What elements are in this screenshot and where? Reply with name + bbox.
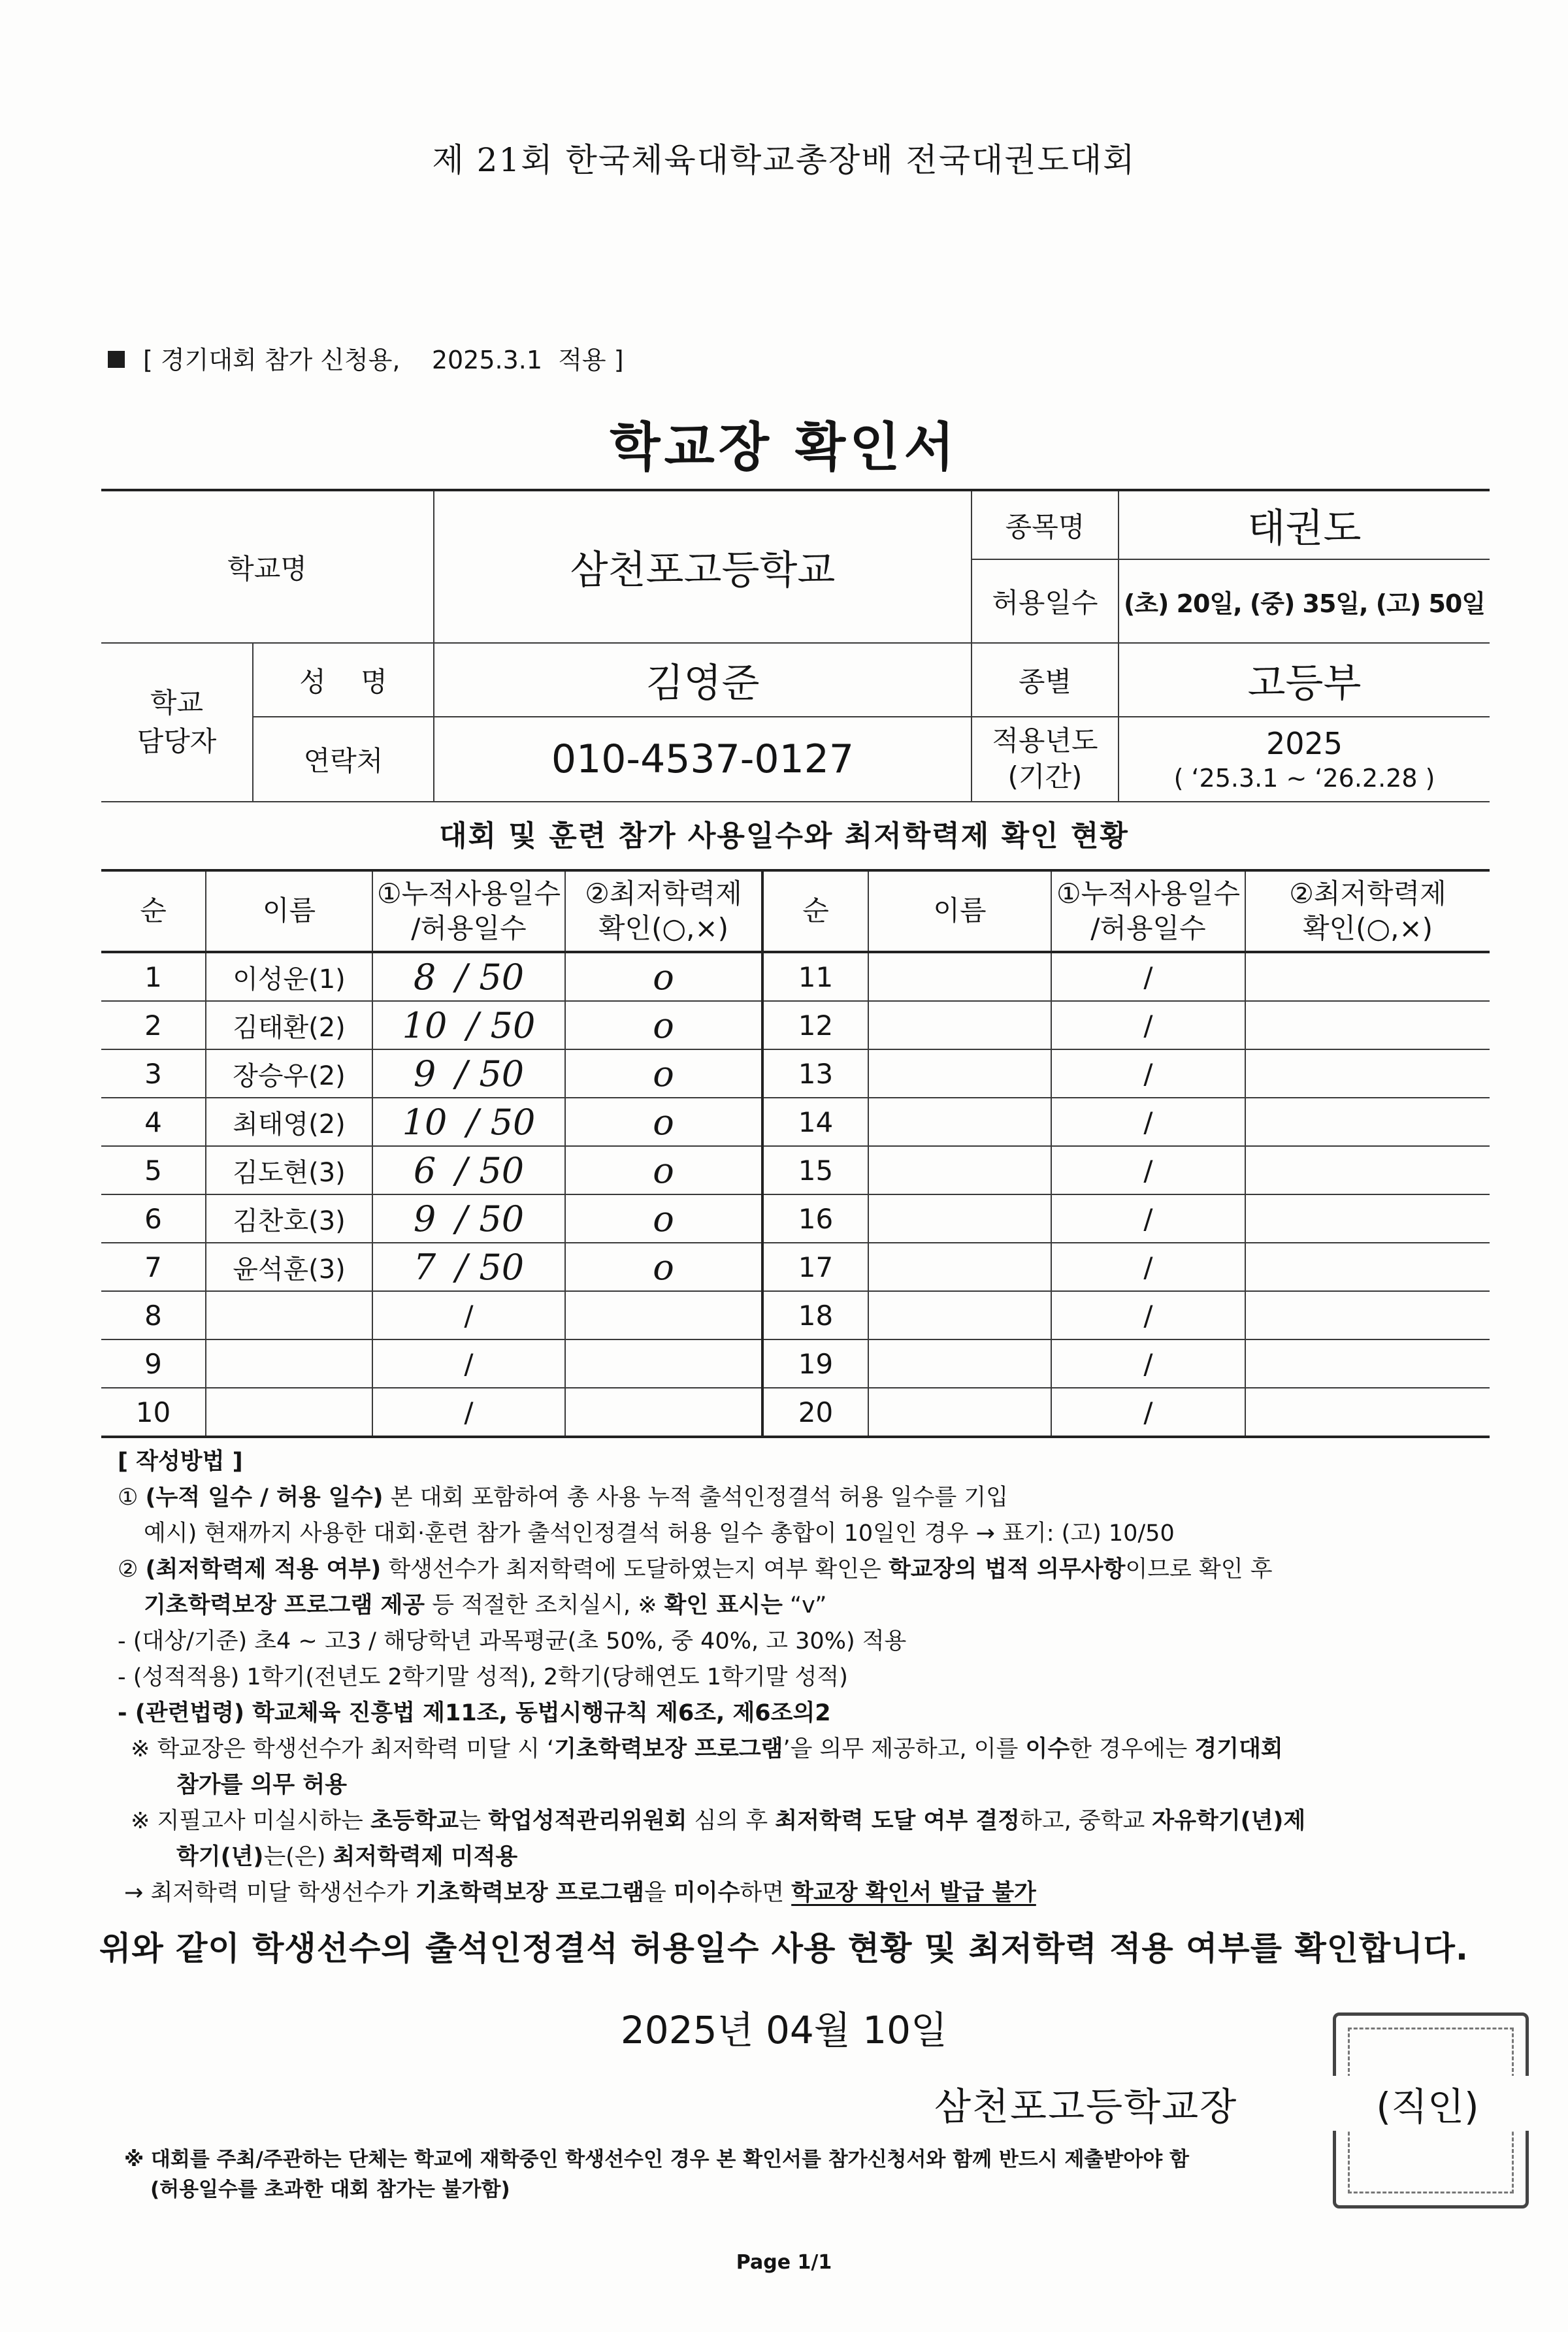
slash: / xyxy=(1143,1106,1153,1138)
division-label: 종별 xyxy=(972,643,1119,717)
col-check-header-right: ②최저학력제 확인(○,×) xyxy=(1245,870,1490,952)
check-cell xyxy=(565,1243,762,1291)
method-line-12-bold: 기초학력보장 프로그램 xyxy=(415,1880,645,1906)
sport-value: 태권도 xyxy=(1119,490,1490,559)
slash: / xyxy=(464,1396,474,1428)
table-row xyxy=(101,1098,1490,1146)
days-cell xyxy=(372,1339,565,1388)
used-days: 8 xyxy=(413,956,436,998)
contact-value: 010-4537-0127 xyxy=(434,717,972,802)
row-no: 16 xyxy=(762,1194,868,1243)
check-cell xyxy=(1245,1146,1490,1194)
slash: / xyxy=(1143,1347,1153,1380)
row-no: 9 xyxy=(101,1339,206,1388)
allowed-days: 50 xyxy=(490,1101,536,1143)
method-line-8-bold: 기초학력보장 프로그램 xyxy=(554,1736,783,1762)
method-line-2: 예시) 현재까지 사용한 대회·훈련 참가 출석인정결석 허용 일수 총합이 10일인 경우 → 표기: (고) 10/50 xyxy=(144,1520,1175,1547)
row-no: 20 xyxy=(762,1388,868,1437)
manager-label: 학교 담당자 xyxy=(101,643,253,802)
check-cell xyxy=(565,1001,762,1049)
method-line-8 xyxy=(118,1732,1490,1767)
days-cell xyxy=(1051,1291,1245,1339)
seal-label: (직인) xyxy=(1326,2076,1529,2131)
days-cell xyxy=(372,1291,565,1339)
row-no: 15 xyxy=(762,1146,868,1194)
row-no: 7 xyxy=(101,1243,206,1291)
method-line-10 xyxy=(118,1803,1490,1839)
check-mark: o xyxy=(653,1246,674,1288)
slash: / xyxy=(455,1246,468,1288)
table-row xyxy=(101,1243,1490,1291)
row-no: 1 xyxy=(101,952,206,1001)
info-table xyxy=(101,489,1490,802)
check-mark: o xyxy=(653,1101,674,1143)
days-cell xyxy=(372,1243,565,1291)
year-label: 적용년도 (기간) xyxy=(972,717,1119,802)
row-no: 4 xyxy=(101,1098,206,1146)
used-days: 10 xyxy=(402,1004,448,1046)
days-cell xyxy=(372,1049,565,1098)
method-line-11-bold2: 최저학력제 미적용 xyxy=(333,1844,518,1870)
row-no: 2 xyxy=(101,1001,206,1049)
allowed-days-label: 허용일수 xyxy=(972,559,1119,643)
method-line-10-b: 는 xyxy=(459,1808,489,1834)
slash: / xyxy=(1143,961,1153,993)
days-cell xyxy=(1051,1243,1245,1291)
table-row xyxy=(101,1339,1490,1388)
issue-date: 2025년 04월 10일 xyxy=(620,2008,948,2052)
check-cell xyxy=(1245,1001,1490,1049)
student-name xyxy=(206,1339,372,1388)
table-row xyxy=(101,1146,1490,1194)
table-row xyxy=(101,1001,1490,1049)
allowed-days: 50 xyxy=(479,1198,525,1240)
check-mark: o xyxy=(653,1053,674,1094)
student-name: 윤석훈(3) xyxy=(206,1243,372,1291)
square-bullet-icon xyxy=(108,351,125,368)
year-period: ( ‘25.3.1 ~ ‘26.2.28 ) xyxy=(1173,764,1435,793)
table-row xyxy=(101,952,1490,1001)
used-days: 9 xyxy=(413,1053,436,1094)
col-days-header-right: ①누적사용일수 /허용일수 xyxy=(1051,870,1245,952)
slash: / xyxy=(455,1053,468,1094)
student-name-empty xyxy=(868,1049,1051,1098)
slash: / xyxy=(1143,1009,1153,1042)
attendance-table xyxy=(101,869,1490,1438)
days-cell xyxy=(1051,1098,1245,1146)
method-line-11-bold: 학기(년) xyxy=(176,1844,264,1870)
check-cell xyxy=(565,1194,762,1243)
table-row xyxy=(101,1049,1490,1098)
slash: / xyxy=(455,956,468,998)
col-name-header-right: 이름 xyxy=(868,870,1051,952)
days-cell xyxy=(1051,952,1245,1001)
check-cell xyxy=(1245,1291,1490,1339)
circled-one: ① xyxy=(118,1485,139,1511)
student-name-empty xyxy=(868,1146,1051,1194)
method-line-3 xyxy=(118,1552,1490,1588)
contact-label: 연락처 xyxy=(253,717,434,802)
check-cell xyxy=(1245,1049,1490,1098)
method-line-3-bold: (최저학력제 적용 여부) xyxy=(145,1556,382,1583)
row-no: 10 xyxy=(101,1388,206,1437)
student-name-empty xyxy=(868,1098,1051,1146)
used-days: 10 xyxy=(402,1101,448,1143)
method-line-10-a: ※ 지필고사 미실시하는 xyxy=(131,1808,370,1834)
student-name-empty xyxy=(868,1194,1051,1243)
status-title: 대회 및 훈련 참가 사용일수와 최저학력제 확인 현황 xyxy=(439,819,1129,853)
method-line-10-bold4: 자유학기(년)제 xyxy=(1152,1808,1306,1834)
circled-two: ② xyxy=(118,1556,139,1583)
check-cell xyxy=(565,1388,762,1437)
allowed-days: 50 xyxy=(479,1053,525,1094)
student-name: 김도현(3) xyxy=(206,1146,372,1194)
method-line-10-bold2: 학업성적관리위원회 xyxy=(488,1808,687,1834)
row-no: 13 xyxy=(762,1049,868,1098)
allowed-days-value: (초) 20일, (중) 35일, (고) 50일 xyxy=(1119,559,1490,643)
check-cell xyxy=(565,1291,762,1339)
row-no: 18 xyxy=(762,1291,868,1339)
method-line-9: 참가를 의무 허용 xyxy=(176,1772,348,1798)
student-name xyxy=(206,1291,372,1339)
student-name-empty xyxy=(868,1001,1051,1049)
days-cell xyxy=(1051,1194,1245,1243)
info-row-manager xyxy=(101,643,1490,717)
check-cell xyxy=(565,1049,762,1098)
method-line-10-d: 하고, 중학교 xyxy=(1019,1808,1152,1834)
method-line-5: - (대상/기준) 초4 ~ 고3 / 해당학년 과목평균(초 50%, 중 40%, 고 30%) 적용 xyxy=(118,1628,907,1654)
allowed-days: 50 xyxy=(490,1004,536,1046)
method-heading: [ 작성방법 ] xyxy=(118,1449,243,1475)
method-line-12-b: 을 xyxy=(644,1880,674,1906)
method-line-8-b: ’을 의무 제공하고, 이를 xyxy=(783,1736,1026,1762)
sport-label: 종목명 xyxy=(972,490,1119,559)
check-cell xyxy=(1245,952,1490,1001)
form-usage-text: [ 경기대회 참가 신청용, 2025.3.1 적용 ] xyxy=(143,346,624,374)
method-line-3-text: 학생선수가 최저학력에 도달하였는지 여부 확인은 xyxy=(381,1556,889,1583)
row-no: 14 xyxy=(762,1098,868,1146)
student-name: 이성운(1) xyxy=(206,952,372,1001)
days-cell xyxy=(1051,1388,1245,1437)
slash: / xyxy=(455,1198,468,1240)
check-mark: o xyxy=(653,1149,674,1191)
row-no: 17 xyxy=(762,1243,868,1291)
method-line-11-text: 는(은) xyxy=(263,1844,333,1870)
method-line-8-bold2: 이수 xyxy=(1025,1736,1070,1762)
footnote xyxy=(124,2144,1496,2205)
slash: / xyxy=(455,1149,468,1191)
method-line-4-bold: 기초학력보장 프로그램 제공 xyxy=(144,1592,425,1618)
allowed-days: 50 xyxy=(479,956,525,998)
row-no: 8 xyxy=(101,1291,206,1339)
table-row xyxy=(101,1194,1490,1243)
slash: / xyxy=(466,1004,479,1046)
method-line-6: - (성적적용) 1학기(전년도 2학기말 성적), 2학기(당해연도 1학기말 성적) xyxy=(118,1664,848,1690)
form-usage-note xyxy=(108,340,624,376)
manager-name-label: 성 명 xyxy=(253,643,434,717)
school-name-label: 학교명 xyxy=(101,490,434,643)
year-value: 2025 xyxy=(1266,726,1343,761)
days-cell xyxy=(372,952,565,1001)
confirmation-statement: 위와 같이 학생선수의 출석인정결석 허용일수 사용 현황 및 최저학력 적용 여부를 확인합니다. xyxy=(99,1930,1469,1967)
student-name: 장승우(2) xyxy=(206,1049,372,1098)
check-cell xyxy=(565,1339,762,1388)
method-line-4-end: “v” xyxy=(782,1592,827,1618)
slash: / xyxy=(1143,1396,1153,1428)
col-check-header: ②최저학력제 확인(○,×) xyxy=(565,870,762,952)
check-cell xyxy=(565,1098,762,1146)
footnote-line-2: (허용일수를 초과한 대회 참가는 불가함) xyxy=(150,2178,510,2201)
days-cell xyxy=(372,1098,565,1146)
slash: / xyxy=(1143,1154,1153,1187)
check-cell xyxy=(1245,1243,1490,1291)
method-line-12-bold2: 미이수 xyxy=(673,1880,740,1906)
row-no: 5 xyxy=(101,1146,206,1194)
issuer-name: 삼천포고등학교장 xyxy=(934,2084,1238,2129)
student-name-empty xyxy=(868,1339,1051,1388)
attendance-body xyxy=(101,952,1490,1437)
row-no: 3 xyxy=(101,1049,206,1098)
attendance-header-row xyxy=(101,870,1490,952)
col-no-header-right: 순 xyxy=(762,870,868,952)
check-cell xyxy=(1245,1194,1490,1243)
method-line-8-a: ※ 학교장은 학생선수가 최저학력 미달 시 ‘ xyxy=(131,1736,555,1762)
check-cell xyxy=(565,1146,762,1194)
method-line-8-c: 한 경우에는 xyxy=(1070,1736,1195,1762)
allowed-days: 50 xyxy=(479,1149,525,1191)
col-name-header: 이름 xyxy=(206,870,372,952)
slash: / xyxy=(1143,1251,1153,1283)
manager-name-value: 김영준 xyxy=(434,643,972,717)
page-number: Page 1/1 xyxy=(736,2251,832,2274)
method-line-12 xyxy=(118,1875,1490,1911)
table-row xyxy=(101,1388,1490,1437)
check-cell xyxy=(1245,1388,1490,1437)
slash: / xyxy=(464,1299,474,1332)
division-value: 고등부 xyxy=(1119,643,1490,717)
slash: / xyxy=(466,1101,479,1143)
method-line-8-bold3: 경기대회 xyxy=(1194,1736,1283,1762)
days-cell xyxy=(1051,1001,1245,1049)
school-name-value: 삼천포고등학교 xyxy=(434,490,972,643)
used-days: 9 xyxy=(413,1198,436,1240)
info-row-sport xyxy=(101,490,1490,559)
method-line-7: - (관련법령) 학교체육 진흥법 제11조, 동법시행규칙 제6조, 제6조의2 xyxy=(118,1700,831,1726)
slash: / xyxy=(1143,1057,1153,1090)
method-line-1-text: 본 대회 포함하여 총 사용 누적 출석인정결석 허용 일수를 기입 xyxy=(383,1485,1009,1511)
method-line-10-bold: 초등학교 xyxy=(370,1808,459,1834)
check-cell xyxy=(565,952,762,1001)
event-title: 제 21회 한국체육대학교총장배 전국대권도대회 xyxy=(432,141,1136,179)
slash: / xyxy=(1143,1202,1153,1235)
days-cell xyxy=(372,1001,565,1049)
student-name: 김찬호(3) xyxy=(206,1194,372,1243)
method-line-4-text: 등 적절한 조치실시, ※ xyxy=(425,1592,664,1618)
year-cell xyxy=(1119,717,1490,802)
days-cell xyxy=(372,1388,565,1437)
method-line-12-c: 하면 xyxy=(740,1880,792,1906)
slash: / xyxy=(1143,1299,1153,1332)
table-row xyxy=(101,1291,1490,1339)
method-line-11 xyxy=(118,1839,1490,1875)
col-days-header: ①누적사용일수 /허용일수 xyxy=(372,870,565,952)
used-days: 6 xyxy=(413,1149,436,1191)
student-name-empty xyxy=(868,1243,1051,1291)
writing-method xyxy=(118,1444,1490,1911)
info-row-contact xyxy=(101,717,1490,802)
method-line-4-bold2: 확인 표시는 xyxy=(664,1592,783,1618)
allowed-days: 50 xyxy=(479,1246,525,1288)
method-line-1-bold: (누적 일수 / 허용 일수) xyxy=(145,1485,384,1511)
student-name-empty xyxy=(868,1291,1051,1339)
row-no: 6 xyxy=(101,1194,206,1243)
check-mark: o xyxy=(653,956,674,998)
student-name-empty xyxy=(868,1388,1051,1437)
row-no: 12 xyxy=(762,1001,868,1049)
check-cell xyxy=(1245,1339,1490,1388)
days-cell xyxy=(1051,1339,1245,1388)
method-line-3-bold2: 학교장의 법적 의무사항 xyxy=(888,1556,1126,1583)
method-line-3-end: 이므로 확인 후 xyxy=(1125,1556,1273,1583)
student-name xyxy=(206,1388,372,1437)
method-line-1 xyxy=(118,1480,1490,1516)
method-line-10-bold3: 최저학력 도달 여부 결정 xyxy=(775,1808,1020,1834)
footnote-line-1: ※ 대회를 주최/주관하는 단체는 학교에 재학중인 학생선수인 경우 본 확인서를 참가신청서와 함께 반드시 제출받아야 함 xyxy=(124,2148,1189,2171)
days-cell xyxy=(372,1194,565,1243)
method-line-12-underlined: 학교장 확인서 발급 불가 xyxy=(791,1880,1036,1906)
student-name: 최태영(2) xyxy=(206,1098,372,1146)
check-mark: o xyxy=(653,1004,674,1046)
row-no: 19 xyxy=(762,1339,868,1388)
method-line-12-a: → 최저학력 미달 학생선수가 xyxy=(124,1880,416,1906)
method-line-4 xyxy=(118,1588,1490,1624)
used-days: 7 xyxy=(413,1246,436,1288)
document-title: 학교장 확인서 xyxy=(610,417,958,478)
student-name-empty xyxy=(868,952,1051,1001)
check-cell xyxy=(1245,1098,1490,1146)
row-no: 11 xyxy=(762,952,868,1001)
check-mark: o xyxy=(653,1198,674,1240)
student-name: 김태환(2) xyxy=(206,1001,372,1049)
method-line-10-c: 심의 후 xyxy=(687,1808,776,1834)
days-cell xyxy=(1051,1146,1245,1194)
slash: / xyxy=(464,1347,474,1380)
days-cell xyxy=(1051,1049,1245,1098)
col-no-header: 순 xyxy=(101,870,206,952)
days-cell xyxy=(372,1146,565,1194)
